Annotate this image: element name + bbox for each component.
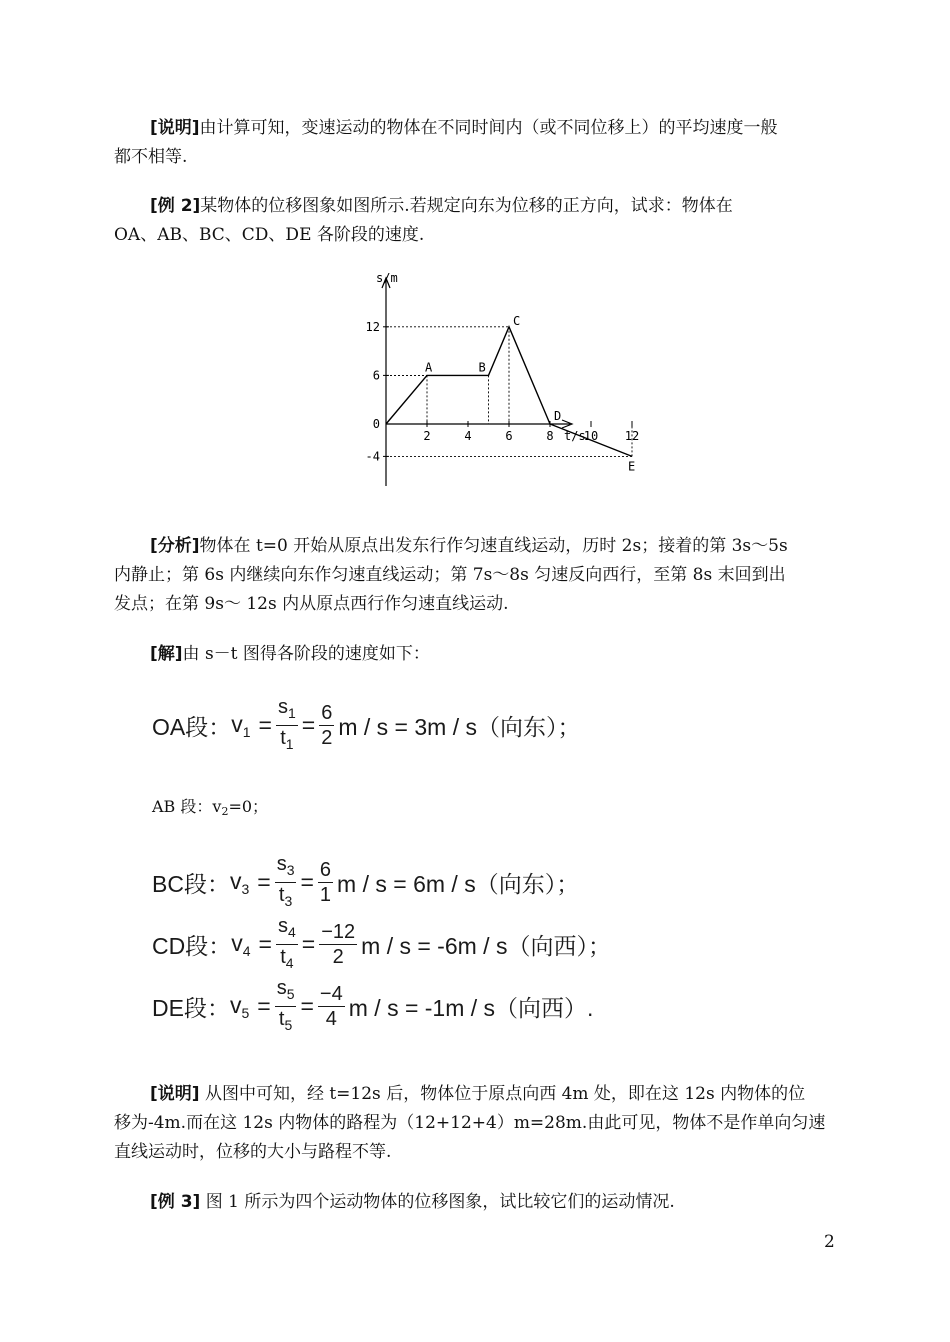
example-3-paragraph [114, 1188, 838, 1217]
point-label-d: D [554, 409, 562, 423]
y-tick-label: 6 [372, 368, 380, 383]
equals-sign-2: = [301, 931, 316, 957]
x-tick-label: 2 [423, 429, 431, 443]
equation-segment: DE段： [152, 995, 230, 1021]
y-tick-label: 0 [372, 417, 380, 431]
note-paragraph-1 [114, 114, 838, 172]
example-3-text: 图 1 所示为四个运动物体的位移图象，试比较它们的运动情况. [200, 1192, 675, 1212]
equation-bc [152, 852, 579, 913]
analysis-line-2: 内静止；第 6s 内继续向东作匀速直线运动；第 7s～8s 匀速反向西行，至第 8s 末回到出 [114, 565, 786, 585]
page-number: 2 [824, 1232, 835, 1252]
note2-line-2: 移为-4m.而在这 12s 内物体的路程为（12+12+4）m=28m.由此可见，物体不是作单向匀速 [114, 1113, 826, 1133]
y-tick-label: 12 [365, 319, 380, 334]
equals-sign: = [257, 993, 271, 1019]
example-2-paragraph [114, 192, 838, 250]
fraction-s-over-t: $\frac{s_4}{t_4}$ [277, 915, 296, 971]
equation-result: m / s = 6m / s（向东）； [337, 871, 580, 897]
equation-segment: BC段： [152, 871, 230, 897]
point-label-b: B [478, 360, 486, 375]
analysis-tag: [分析] [150, 536, 200, 556]
equals-sign: = [258, 931, 272, 957]
fraction-values: $\frac{6}{1}$ [319, 859, 332, 906]
velocity-symbol: $v_1$ [231, 711, 251, 740]
solution-paragraph [114, 640, 838, 669]
fraction-s-over-t: $\frac{s_3}{t_3}$ [276, 853, 295, 909]
example-text: 某物体的位移图象如图所示.若规定向东为位移的正方向，试求：物体在 [200, 196, 733, 216]
equation-ab-sub: 2 [221, 805, 229, 818]
equals-sign-2: = [300, 869, 314, 895]
fraction-values: $\frac{-12}{2}$ [321, 921, 356, 968]
x-tick-label: 4 [464, 429, 472, 443]
equals-sign: = [257, 869, 271, 895]
equals-sign-2: = [301, 712, 316, 738]
note2-line-3: 直线运动时，位移的大小与路程不等. [114, 1142, 392, 1162]
x-tick-label: 12 [624, 429, 640, 443]
x-tick-label: 6 [505, 429, 513, 443]
equation-ab [152, 794, 268, 818]
equation-result: m / s = 3m / s（向东）； [338, 714, 581, 740]
solution-tag: [解] [150, 644, 183, 664]
analysis-paragraph [114, 532, 838, 619]
fraction-values: $\frac{-4}{4}$ [319, 983, 343, 1030]
note-text: 由计算可知，变速运动的物体在不同时间内（或不同位移上）的平均速度一般 [199, 118, 778, 138]
point-label-c: C [513, 313, 521, 328]
solution-text: 由 s－t 图得各阶段的速度如下： [182, 644, 430, 664]
analysis-line-1: 物体在 t=0 开始从原点出发东行作匀速直线运动，历时 2s；接着的第 3s～5s [199, 536, 788, 556]
point-label-a: A [425, 360, 433, 375]
fraction-s-over-t: $\frac{s_1}{t_1}$ [277, 696, 296, 752]
equation-oa [152, 695, 581, 756]
example-3-tag: [例 3] [150, 1192, 201, 1212]
equals-sign-2: = [300, 993, 314, 1019]
example-tag: [例 2] [150, 196, 201, 216]
displacement-time-graph [356, 266, 640, 486]
fraction-values: $\frac{6}{2}$ [321, 702, 333, 749]
note-text-2: 都不相等. [114, 147, 188, 167]
note-paragraph-2 [114, 1080, 838, 1167]
equation-segment: CD段： [152, 933, 232, 959]
note2-line-1: 从图中可知，经 t=12s 后，物体位于原点向西 4m 处，即在这 12s 内物体的位 [199, 1084, 806, 1104]
y-tick-label: -4 [365, 449, 380, 464]
equation-segment: OA段： [152, 714, 232, 740]
equation-cd [152, 914, 611, 975]
y-axis-label: s/m [376, 271, 398, 285]
x-tick-label: 8 [546, 429, 554, 443]
equation-ab-text: AB 段：v [152, 797, 222, 816]
fraction-s-over-t: $\frac{s_5}{t_5}$ [276, 977, 295, 1033]
equals-sign: = [258, 712, 272, 738]
equation-de [152, 976, 593, 1037]
graph-marks [386, 314, 635, 474]
equation-result: m / s = -6m / s（向西）； [361, 933, 611, 959]
analysis-line-3: 发点；在第 9s～ 12s 内从原点西行作匀速直线运动. [114, 594, 509, 614]
velocity-symbol: $v_3$ [229, 868, 250, 897]
graph-axes [366, 271, 640, 486]
example-text-2: OA、AB、BC、CD、DE 各阶段的速度. [114, 225, 425, 245]
note-tag-2: [说明] [150, 1084, 200, 1104]
note-tag: [说明] [150, 118, 200, 138]
x-tick-label: 10 [583, 429, 599, 443]
point-label-e: E [628, 459, 636, 474]
equation-result: m / s = -1m / s（向西）. [348, 995, 594, 1021]
x-axis-label: t/s [564, 429, 586, 443]
velocity-symbol: $v_5$ [229, 992, 250, 1021]
velocity-symbol: $v_4$ [231, 930, 251, 959]
equation-ab-rest: =0； [228, 797, 269, 816]
